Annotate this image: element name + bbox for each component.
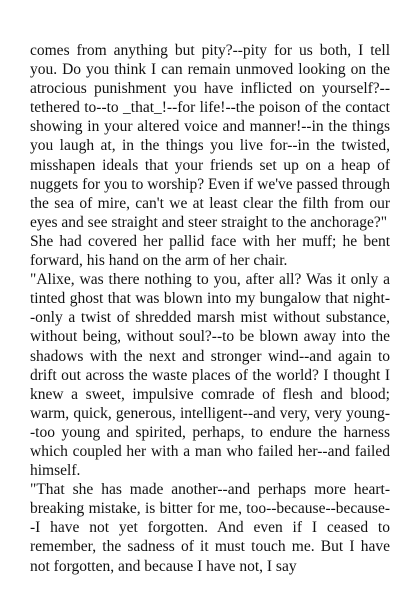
paragraph-1: comes from anything but pity?--pity for us both, I tell you. Do you think I can remain unmoved looking on the atrocious punishment you have inflicted on yourself?--tethered to--to _that_!--for life!--the poison of the contact showing in your altered voice and manner!--in the things you laugh at, in the things you live for--in the twisted, misshapen ideals that your friends set up on a heap of nuggets for you to worship? Even if we've passed through the sea of mire, can't we at least clear the filth from our eyes and see straight and steer straight to the anchorage?": [30, 42, 390, 231]
paragraph-3: "Alixe, was there nothing to you, after all? Was it only a tinted ghost that was blown into my bungalow that night--only a twist of shredded marsh mist without substance, without being, without soul?--to be blown away into the shadows with the next and stronger wind--and again to drift out across the waste places of the world? I thought I knew a sweet, impulsive comrade of flesh and blood; warm, quick, generous, intelligent--and very, very young--too young and spirited, perhaps, to endure the harness which coupled her with a man who failed her--and failed himself.: [30, 271, 390, 480]
paragraph-2: She had covered her pallid face with her muff; he bent forward, his hand on the arm of her chair.: [30, 232, 390, 270]
paragraph-4: "That she has made another--and perhaps more heart-breaking mistake, is bitter for me, too--because--because--I have not yet forgotten. And even if I ceased to remember, the sadness of it must touch me. But I have not forgotten, and because I have not, I say: [30, 481, 390, 575]
page-text: [30, 41, 390, 576]
